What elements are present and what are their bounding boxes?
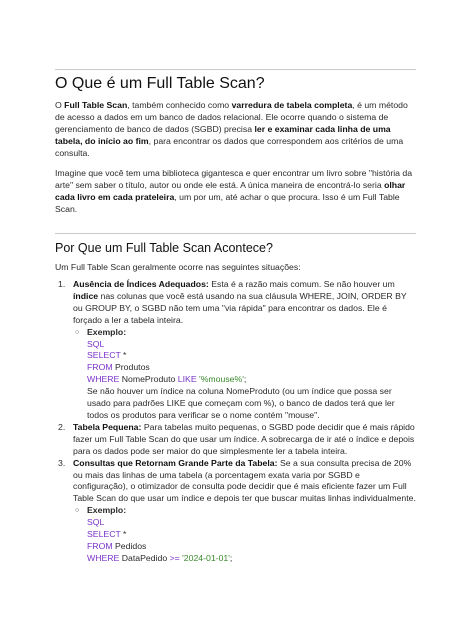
example-bullet <box>55 505 417 517</box>
sql-keyword: SELECT <box>87 350 121 361</box>
sql-string: '%mouse%' <box>196 374 244 385</box>
sql-keyword: FROM <box>87 362 113 373</box>
reasons-list <box>55 279 417 565</box>
section-title-why: Por Que um Full Table Scan Acontece? <box>55 241 273 255</box>
section-title-full-table-scan: O Que é um Full Table Scan? <box>55 75 265 92</box>
list-number: 3. <box>58 457 66 468</box>
example-explanation: Se não houver um índice na coluna NomeProduto (ou um índice que possa ser usado para padrões LIKE que começam com %), o banco de dados terá que ler todos os produtos para verificar se o nome contém "mouse". <box>87 386 395 420</box>
code-line <box>87 553 417 565</box>
text: nas colunas que você está usando na sua cláusula WHERE, JOIN, ORDER BY ou GROUP BY, o SGBD não tem uma "via rápida" para encontrar os dados. Ele é forçado a ler a tabela inteira. <box>73 290 407 325</box>
item-heading: Consultas que Retornam Grande Parte da Tabela: <box>73 457 278 468</box>
code-text: Pedidos <box>112 540 147 551</box>
code-line <box>87 541 417 553</box>
list-item <box>55 279 417 327</box>
text: Se a sua consulta precisa de 20% ou mais das linhas de uma tabela (a porcentagem exata varia por SGBD e configuração), o otimizador de consulta pode decidir que é mais eficiente fazer um Full Table Scan do que usar um índice e depois ter que buscar muitas linhas individualmente. <box>73 457 416 504</box>
example-label: Exemplo: <box>87 505 127 516</box>
text: , também conhecido como <box>127 100 232 110</box>
intro-paragraph: Um Full Table Scan geralmente ocorre nas seguintes situações: <box>55 262 301 272</box>
definition-paragraph <box>55 100 417 160</box>
sql-string: '2024-01-01' <box>179 552 230 563</box>
bold-term: varredura de tabela completa <box>231 100 353 110</box>
code-language: SQL <box>87 338 105 349</box>
code-text: DataPedido <box>119 552 170 563</box>
code-text: Produtos <box>112 362 150 373</box>
code-line <box>87 374 417 386</box>
text: O <box>55 100 65 110</box>
section-divider <box>55 233 416 234</box>
code-line <box>87 362 417 374</box>
item-heading: Ausência de Índices Adequados: <box>73 279 209 289</box>
code-line <box>87 529 417 541</box>
bold-term: ler e examinar cada linha de uma tabela, do início ao fim <box>55 123 391 146</box>
example-bullet <box>55 327 417 339</box>
sql-operator: LIKE <box>177 374 197 385</box>
sql-keyword: WHERE <box>87 552 120 563</box>
list-number: 2. <box>58 421 66 432</box>
bold-term: Full Table Scan <box>64 100 128 110</box>
code-language: SQL <box>87 517 105 528</box>
sql-operator: >= <box>169 552 180 563</box>
text: Para tabelas muito pequenas, o SGBD pode decidir que é mais rápido fazer um Full Table Scan do que usar um índice. A sobrecarga de ir até o índice e depois para os dados pode ser maior do que simplesmente ler a tabela inteira. <box>73 421 415 456</box>
bold-term: olhar cada livro em cada prateleira <box>55 179 406 202</box>
code-block <box>55 339 417 387</box>
text: Imagine que você tem uma biblioteca gigantesca e quer encontrar um livro sobre "história da arte" sem saber o título, autor ou onde ele está. A única maneira de encontrá-lo seria <box>55 168 413 190</box>
top-divider <box>55 69 416 70</box>
code-text: ; <box>229 552 233 563</box>
code-text: * <box>120 529 127 540</box>
code-block <box>55 517 417 565</box>
bold-term: índice <box>73 290 99 301</box>
sql-keyword: FROM <box>87 540 113 551</box>
code-line <box>87 350 417 362</box>
list-item <box>55 458 417 506</box>
sql-keyword: SELECT <box>87 529 121 540</box>
text: , um por um, até achar o que procura. Isso é um Full Table Scan. <box>55 191 400 214</box>
code-text: NomeProduto <box>119 374 178 385</box>
sql-keyword: WHERE <box>87 374 120 385</box>
analogy-paragraph <box>55 168 417 216</box>
circle-bullet-icon: ○ <box>75 328 80 336</box>
list-number: 1. <box>58 279 66 289</box>
text: Esta é a razão mais comum. Se não houver um <box>208 279 395 289</box>
item-heading: Tabela Pequena: <box>73 421 142 432</box>
circle-bullet-icon: ○ <box>75 507 80 515</box>
example-label: Exemplo: <box>87 326 127 337</box>
code-text: ; <box>243 374 247 385</box>
code-text: * <box>120 350 127 361</box>
text: , para encontrar os dados que correspondem aos critérios de uma consulta. <box>55 135 404 158</box>
list-item <box>55 422 417 458</box>
text: , é um método de acesso a dados em um banco de dados relacional. Ele ocorre quando o sistema de gerenciamento de banco de dados (SGBD) precisa <box>55 100 408 134</box>
